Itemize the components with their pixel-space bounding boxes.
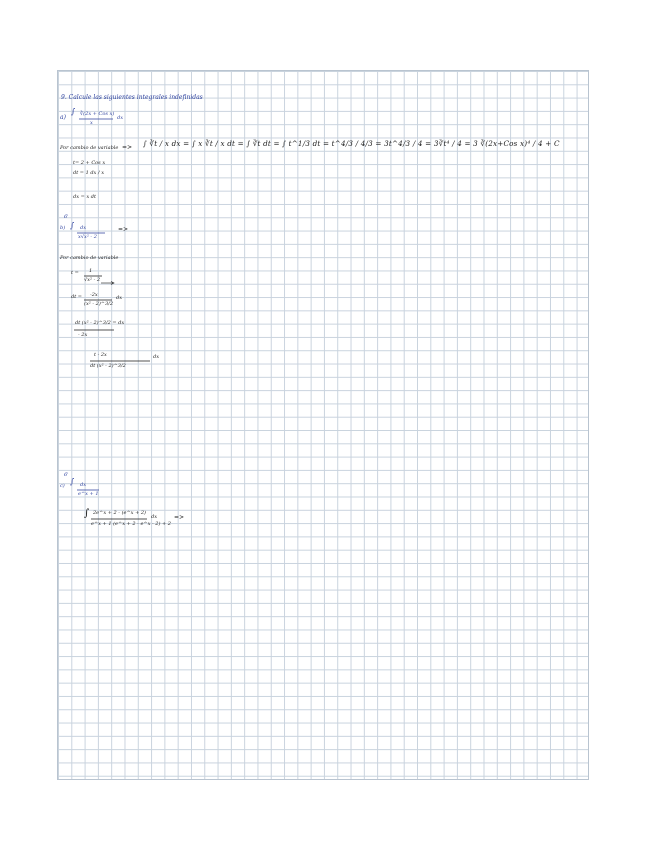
- part-a-dx: dx: [117, 115, 124, 121]
- part-b-dt-denominator: (x² - 2)^3/2: [84, 301, 114, 307]
- part-b-line5-numerator: t - 2x: [94, 352, 107, 358]
- fraction-bar: [74, 329, 114, 331]
- part-a-arrow: =>: [122, 144, 133, 151]
- graph-paper-sheet: [57, 70, 589, 780]
- fraction-bar: [91, 518, 147, 520]
- part-a-method: Por cambio de variable: [60, 145, 119, 151]
- part-c-line2-numerator: 2e^x + 2 - (e^x + 2): [93, 510, 146, 516]
- arrow-icon: [101, 281, 115, 285]
- part-a-integrand-numerator: ∛(2x + Cos x): [80, 111, 115, 117]
- part-a-label: a): [60, 114, 66, 121]
- integral-sign: ∫: [71, 107, 76, 116]
- part-c-integrand-denominator: e^x + 1: [78, 491, 99, 497]
- part-b-arrow: =>: [118, 226, 129, 233]
- part-b-t-equals: t =: [71, 270, 79, 276]
- part-b-line4: - 2x: [78, 332, 88, 338]
- part-c-integrand-numerator: dx: [80, 482, 87, 488]
- part-a-substitution-t: t= 2 + Cos x: [73, 160, 106, 166]
- part-b-dt-label: dt =: [71, 294, 82, 300]
- part-b-dt-numerator: -2x: [90, 292, 98, 298]
- part-b-method: Por cambio de variable: [60, 255, 119, 261]
- integral-sign: ∫: [70, 477, 75, 486]
- part-c-label: c): [60, 483, 65, 489]
- part-b-line5-denominator: dt (x² - 2)^3/2: [90, 363, 126, 369]
- part-b-integrand-denominator: x√x² - 2: [78, 234, 97, 240]
- part-a-equation-chain: ∫ ∛t / x dx = ∫ x ∛t / x dt = ∫ ∛t dt = ∫ t^1/3 dt = t^4/3 / 4/3 = 3t^4/3 / 4 = 3∛t⁴ / 4 = 3 ∛(2x+Cos x)⁴ / 4 + C: [143, 139, 560, 148]
- exercise-title: 9. Calcule las siguientes integrales indefinidas: [61, 94, 203, 101]
- part-b-label: b): [60, 225, 66, 231]
- part-b-t-denominator: √x² - 2: [84, 277, 101, 283]
- part-a-substitution-dx: dx = x dt: [73, 194, 97, 200]
- integral-sign: ∫: [70, 221, 75, 230]
- integral-sign: ∫: [84, 508, 90, 519]
- part-b-dt-dx: dx: [116, 295, 123, 301]
- part-b-line3: dt (x² - 2)^3/2 = dx: [75, 320, 125, 326]
- part-b-integrand-numerator: dx: [80, 225, 87, 231]
- fraction-bar: [90, 360, 150, 362]
- part-b-line5-dx: dx: [153, 354, 160, 360]
- part-c-line2-denominator: e^x + 1 (e^x + 2 - e^x - 2) + 2: [91, 521, 171, 527]
- part-a-substitution-dt: dt = 1 dx / x: [73, 170, 105, 176]
- part-b-t-numerator: 1: [89, 268, 93, 274]
- part-b-mark: 6': [64, 214, 69, 220]
- part-a-integrand-denominator: x: [90, 120, 93, 126]
- part-c-mark: 6': [64, 472, 69, 478]
- fraction-bar: [79, 118, 113, 120]
- part-c-dx: dx: [151, 514, 158, 520]
- part-c-arrow: =>: [174, 514, 185, 521]
